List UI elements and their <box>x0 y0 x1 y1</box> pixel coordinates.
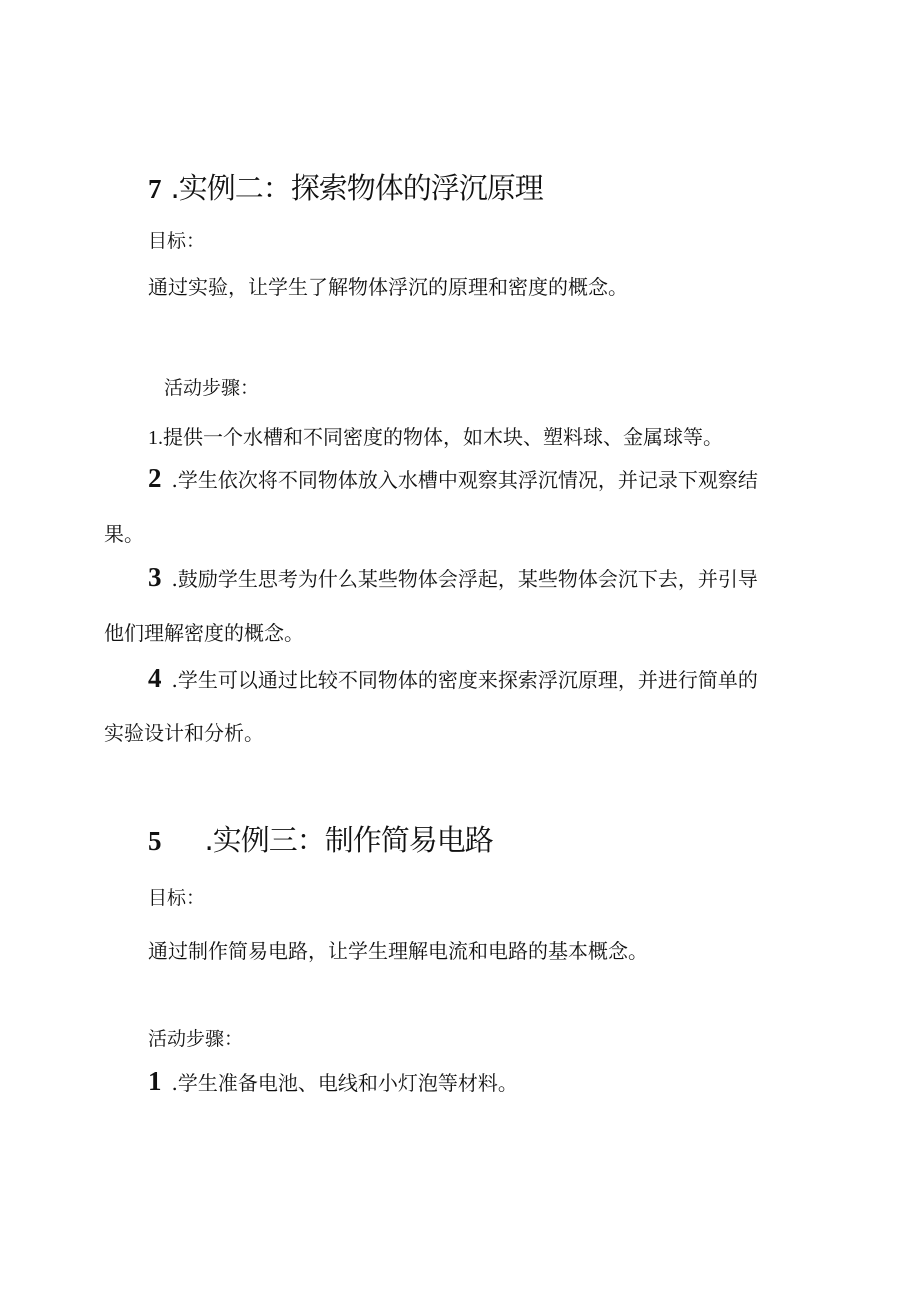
step-text: .学生依次将不同物体放入水槽中观察其浮沉情况，并记录下观察结 <box>171 468 758 492</box>
step-number: 2 <box>148 463 162 493</box>
goal-label: 目标： <box>148 887 206 909</box>
step-text-continued: 果。 <box>104 522 144 546</box>
step-number: 1. <box>148 427 163 449</box>
steps-label: 活动步骤： <box>164 377 260 399</box>
steps-label: 活动步骤： <box>148 1028 244 1050</box>
step-number: 3 <box>148 562 162 592</box>
step-item <box>148 1066 518 1097</box>
step-text: .学生准备电池、电线和小灯泡等材料。 <box>171 1071 518 1095</box>
step-item <box>148 421 723 450</box>
goal-text: 通过实验，让学生了解物体浮沉的原理和密度的概念。 <box>148 275 628 299</box>
section-title: .实例二：探索物体的浮沉原理 <box>170 171 543 205</box>
step-text: .鼓励学生思考为什么某些物体会浮起，某些物体会沉下去，并引导 <box>171 567 758 591</box>
section-heading-7 <box>148 166 543 207</box>
step-text: 提供一个水槽和不同密度的物体，如木块、塑料球、金属球等。 <box>163 425 723 449</box>
section-heading-5 <box>148 818 493 859</box>
section-title: .实例三：制作简易电路 <box>204 823 493 857</box>
step-text: .学生可以通过比较不同物体的密度来探索浮沉原理，并进行简单的 <box>171 668 758 692</box>
section-number: 7 <box>148 174 161 204</box>
step-text-continued: 他们理解密度的概念。 <box>104 621 304 645</box>
step-item <box>148 463 758 494</box>
step-number: 4 <box>148 663 162 693</box>
step-item <box>148 562 758 593</box>
step-text-continued: 实验设计和分析。 <box>104 721 264 745</box>
section-number: 5 <box>148 826 161 856</box>
step-number: 1 <box>148 1066 162 1096</box>
goal-label: 目标： <box>148 230 206 252</box>
step-item <box>148 663 758 694</box>
goal-text: 通过制作简易电路，让学生理解电流和电路的基本概念。 <box>148 939 648 963</box>
